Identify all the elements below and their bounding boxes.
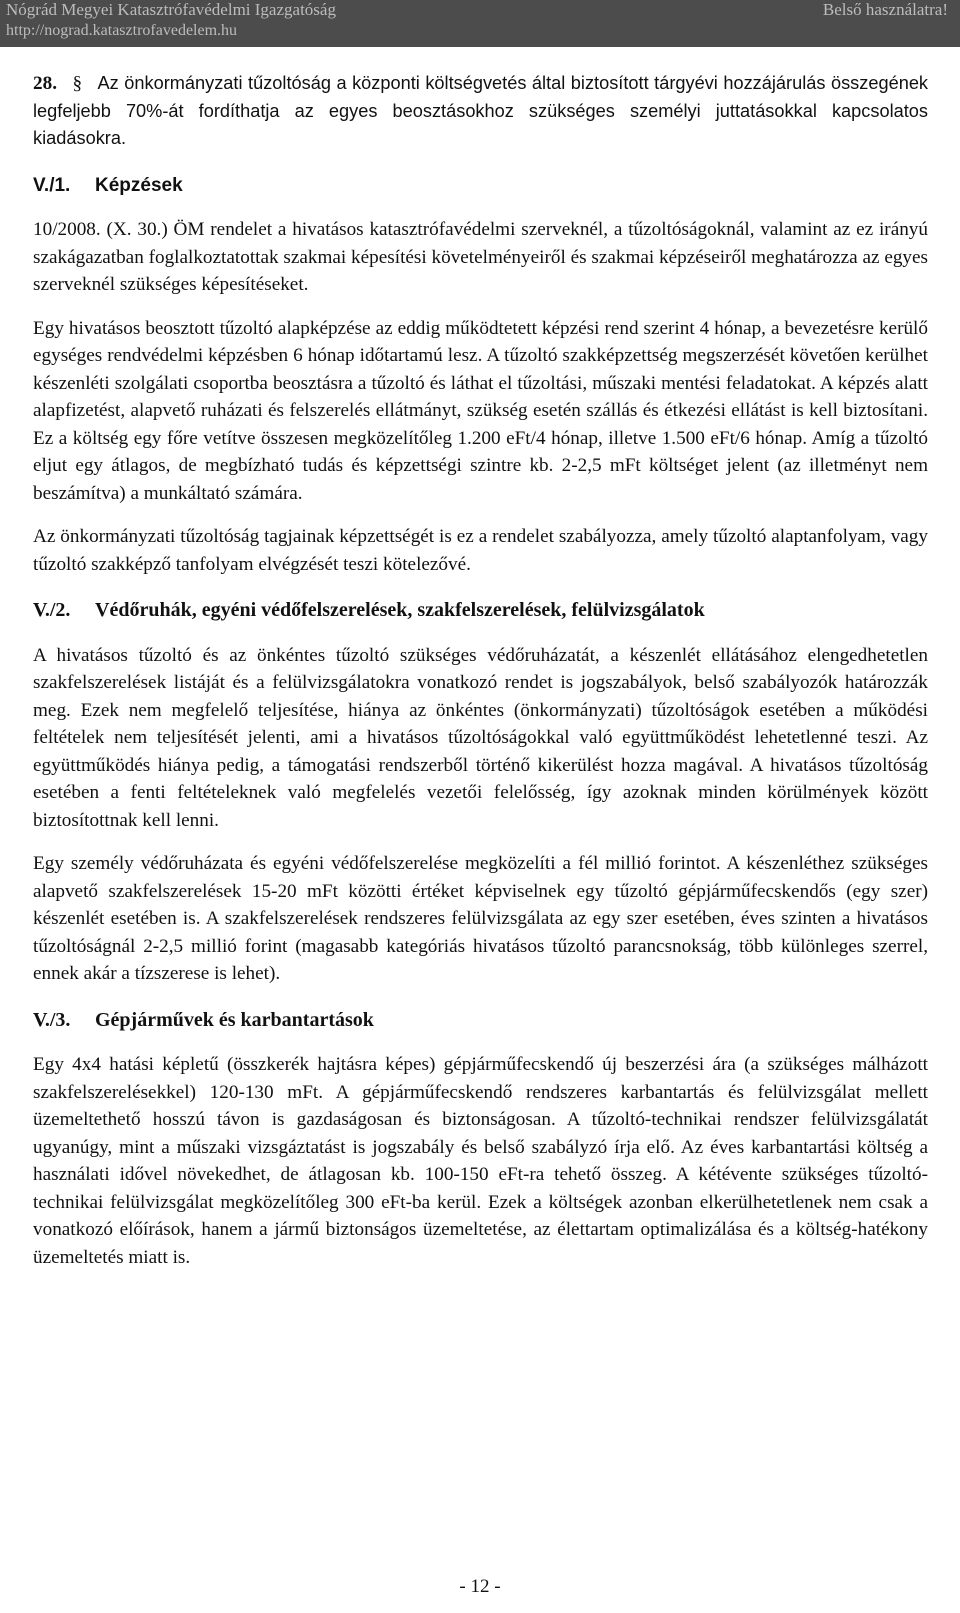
paragraph: A hivatásos tűzoltó és az önkéntes tűzoltó szükséges védőruházatát, a készenlét ellátásához elengedhetetlen szakfelszerelések listáját és a felülvizsgálatokra vonatkozó rendet is jogszabályok, belső szabályozók határozzák meg. Ezek nem megfelelő teljesítése, hiánya az önkéntes (önkormányzati) tűzoltóságok esetében a működési feltételek nem teljesítését jelenti, ami a hivatásos tűzoltóságokkal való együttműködést lehetetlenné teszi. Az együttműködés hiánya pedig, a támogatási rendszerből történő kikerülést hozza magával. A hivatásos tűzoltóság esetében a fenti feltételeknek való megfelelés vezetői felelősség, így azoknak minden körülmények között biztosítottnak kell lenni. (33, 644, 928, 831)
section-title: Képzések (95, 174, 183, 196)
header-organization: Nógrád Megyei Katasztrófavédelmi Igazgatóság (6, 0, 336, 19)
section-title: Védőruhák, egyéni védőfelszerelések, szakfelszerelések, felülvizsgálatok (95, 599, 705, 621)
paragraph: Egy hivatásos beosztott tűzoltó alapképzése az eddig működtetett képzési rend szerint 4 hónap, a bevezetésre kerülő egységes rendvédelmi képzésben 6 hónap időtartamú lesz. A tűzoltó szakképzettség megszerzését követően kerülhet készenléti szolgálati csoportba beosztásra a tűzoltó és láthat el tűzoltási, műszaki mentési feladatokat. A képzés alatt alapfizetést, alapvető ruházati és felszerelés ellátmányt, szükség esetén szállás és étkezési ellátást is kell biztosítani. Ez a költség egy főre vetítve összesen megközelítőleg 1.200 eFt/4 hónap, illetve 1.500 eFt/6 hónap. Amíg a tűzoltó eljut egy átlagos, de megbízható tudás és képzettségi szintre kb. 2-2,5 mFt költséget jelent (az illetményt nem beszámítva) a munkáltató számára. (33, 317, 928, 504)
section-number: V./1. (33, 174, 71, 196)
section-sign: § (72, 73, 83, 94)
section-heading-v2 (33, 597, 928, 625)
document-header (0, 0, 960, 47)
header-url: http://nograd.katasztrofavedelem.hu (6, 22, 238, 39)
paragraph: Egy 4x4 hatási képletű (összkerék hajtásra képes) gépjárműfecskendő új beszerzési ára (a szükséges málházott szakfelszerelésekkel) 120-130 mFt. A gépjárműfecskendő rendszeres karbantartás és felülvizsgálat mellett üzemeltethető hosszú távon is gazdaságosan és biztonságosan. A tűzoltó-technikai rendszer felülvizsgálatát ugyanúgy, mint a műszaki vizsgáztatást is jogszabály és belső szabályzó írja elő. Az éves karbantartási költség a használati idővel növekedhet, de átlagosan kb. 100-150 eFt-ra tehető összeg. A kétévente szükséges tűzoltó-technikai felülvizsgálat megközelítőleg 300 eFt-ba kerül. Ezek a költségek azonban elkerülhetetlenek nem csak a vonatkozó előírások, hanem a jármű biztonságos üzemeltetése, az élettartam optimalizálása és a költség-hatékony üzemeltetés miatt is. (33, 1054, 928, 1268)
page-number: - 12 - (459, 1576, 501, 1597)
point-number: 28. (33, 73, 57, 94)
section-heading-v1 (33, 172, 928, 200)
section-title: Gépjárművek és karbantartások (95, 1008, 374, 1031)
point-text: Az önkormányzati tűzoltóság a központi költségvetés által biztosított tárgyévi hozzájárulás összegének legfeljebb 70%-át fordíthatja az egyes beosztásokhoz szükséges személyi juttatásokkal kapcsolatos kiadásokra. (33, 73, 929, 148)
paragraph: Egy személy védőruházata és egyéni védőfelszerelése megközelíti a fél millió forintot. A készenléthez szükséges alapvető szakfelszerelések 15-20 mFt közötti értéket képviselnek egy tűzoltó gépjárműfecskendős (egy szer) készenlét esetében is. A szakfelszerelések rendszeres felülvizsgálata az egy szer esetében, éves szinten a hivatásos tűzoltóságnál 2-2,5 millió forint (magasabb kategóriás hivatásos tűzoltó parancsnokság, több különleges szerrel, ennek akár a tízszerese is lehet). (33, 853, 928, 984)
header-classification-label: Belső használatra! (822, 0, 948, 19)
document-body (33, 70, 928, 1271)
section-number: V./3. (33, 1008, 71, 1031)
section-number: V./2. (33, 599, 71, 621)
point-28 (33, 70, 928, 153)
section-heading-v3 (33, 1007, 928, 1035)
paragraph: Az önkormányzati tűzoltóság tagjainak képzettségét is ez a rendelet szabályozza, amely tűzoltó alaptanfolyam, vagy tűzoltó szakképző tanfolyam elvégzését teszi kötelezővé. (33, 526, 928, 575)
paragraph: 10/2008. (X. 30.) ÖM rendelet a hivatásos katasztrófavédelmi szerveknél, a tűzoltóságoknál, valamint az ez irányú szakágazatban foglalkoztatottak szakmai képesítési követelményeiről és szakmai képzéseiről meghatározza az egyes szerveknél szükséges képesítéseket. (33, 219, 929, 295)
